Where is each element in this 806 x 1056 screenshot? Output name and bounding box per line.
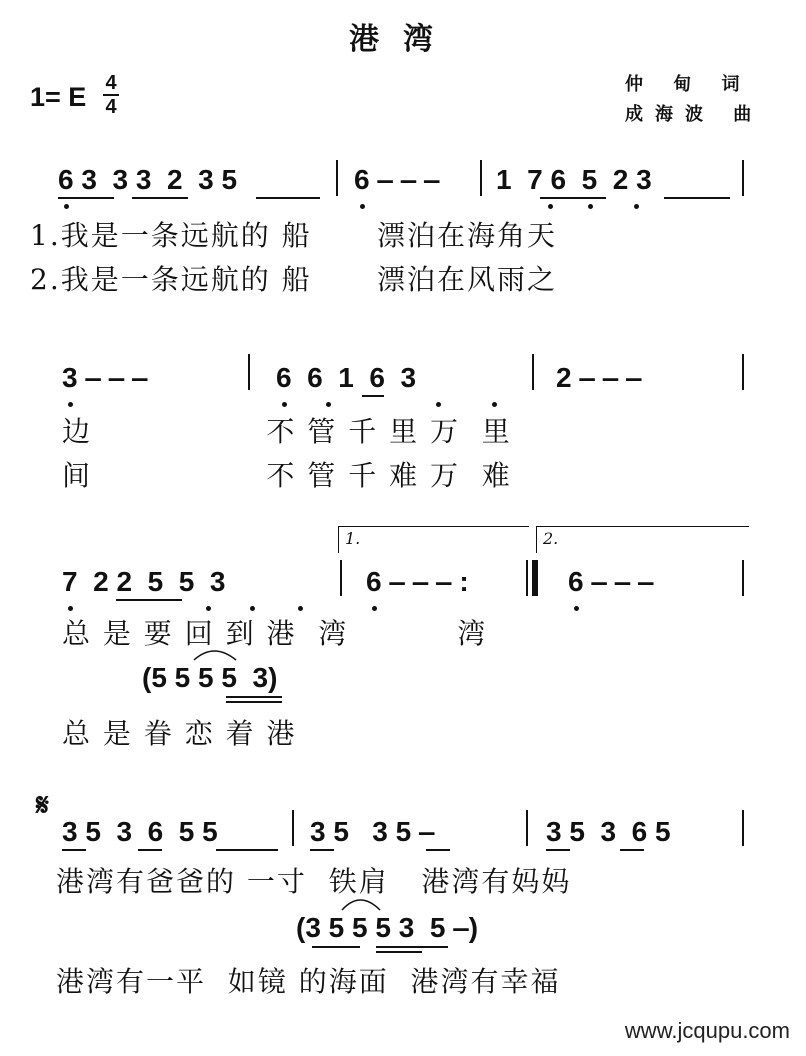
row1-measure3-notes: 1 7 6 5 2 3 [496, 164, 652, 195]
composer-credit: 成海波 曲 [625, 104, 764, 125]
row4-alt-lyric: 港湾有一平 如镜 的海面 港湾有幸福 [56, 965, 561, 998]
row4-measure2-notes: 3 5 3 5 ‒ [310, 816, 435, 847]
segno-sign: 𝄋 [36, 788, 49, 823]
volta-1-label: 1. [345, 529, 361, 548]
row1-measure2-notes: 6 ‒ ‒ ‒ [354, 164, 440, 195]
row4-measure1-notes: 3 5 3 6 5 5 [62, 816, 218, 847]
row2-measure2-notes: 6 6 1 6 3 [276, 362, 417, 393]
row4-measure3-notes: 3 5 3 6 5 [546, 816, 671, 847]
volta-2-label: 2. [543, 529, 559, 548]
row3-lyric: 总 是 要 回 到 港 湾 湾 [62, 617, 488, 650]
key-signature: 1= E [30, 82, 87, 112]
row3-alt-lyric: 总 是 眷 恋 着 港 [62, 717, 297, 750]
time-bottom: 4 [105, 96, 117, 118]
row3-alt-notes: (5 5 5 5 3) [142, 662, 278, 693]
row1-lyric-verse1: 1.我是一条远航的 船 漂泊在海角天 [30, 219, 558, 252]
row2-lyric-verse2: 间 不 管 千 难 万 难 [62, 459, 512, 492]
row4-alt-notes: (3 5 5 5 3 5 ‒) [296, 912, 479, 943]
row4-lyric: 港湾有爸爸的 一寸 铁肩 港湾有妈妈 [56, 865, 572, 898]
song-title: 港湾 [349, 22, 457, 57]
time-top: 4 [105, 72, 117, 94]
row2-measure3-notes: 2 ‒ ‒ ‒ [556, 362, 642, 393]
row3-measure2-notes: 6 ‒ ‒ ‒ : [366, 566, 469, 597]
row2-measure1-notes: 3 ‒ ‒ ‒ [62, 362, 148, 393]
row1-lyric-verse2: 2.我是一条远航的 船 漂泊在风雨之 [30, 263, 558, 296]
row1-measure1-notes: 6 3 3 3 2 3 5 [58, 164, 238, 195]
row2-lyric-verse1: 边 不 管 千 里 万 里 [62, 415, 512, 448]
watermark: www.jcqupu.com [624, 1018, 790, 1043]
row3-measure3-notes: 6 ‒ ‒ ‒ [568, 566, 654, 597]
slur [194, 651, 236, 660]
lyricist-credit: 仲 甸 词 [625, 74, 752, 95]
slur [342, 900, 380, 910]
row3-measure1-notes: 7 2 2 5 5 3 [62, 566, 226, 597]
